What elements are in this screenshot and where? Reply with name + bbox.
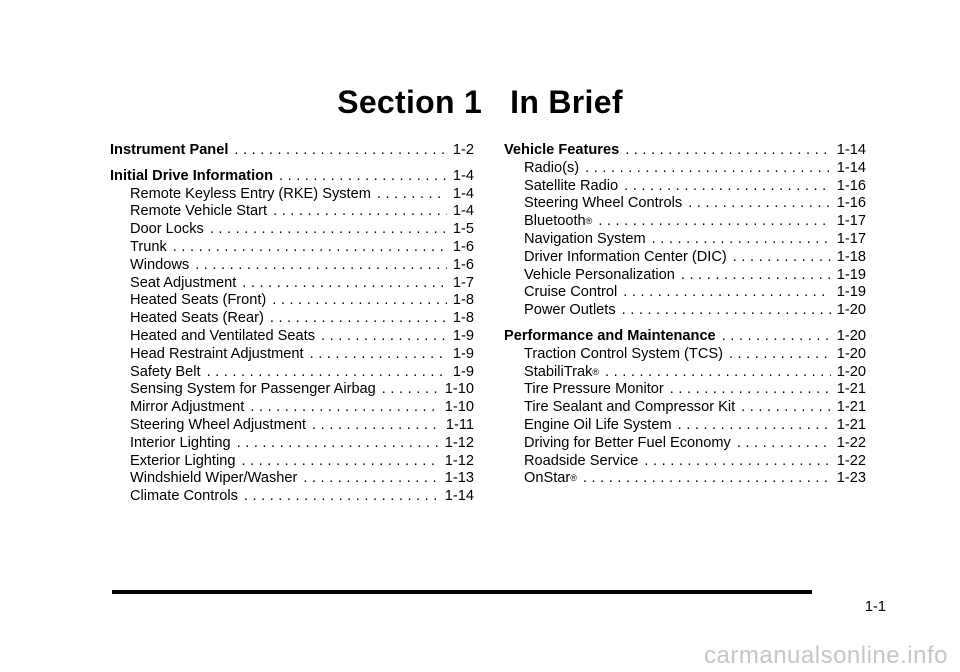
toc-entry[interactable] xyxy=(110,186,474,204)
toc-entry-label: Door Locks xyxy=(130,221,204,238)
dot-leader xyxy=(733,249,831,267)
toc-entry-label: Initial Drive Information xyxy=(110,167,273,184)
toc-entry[interactable] xyxy=(504,453,866,471)
toc-entry[interactable] xyxy=(110,435,474,453)
page-number: 1-1 xyxy=(864,599,886,615)
toc-entry[interactable] xyxy=(504,231,866,249)
dot-leader xyxy=(303,470,438,488)
toc-page-number: 1-4 xyxy=(452,203,474,220)
toc-entry[interactable] xyxy=(504,195,866,213)
dot-leader xyxy=(272,292,447,310)
toc-page-number: 1-22 xyxy=(836,434,866,451)
toc-entry[interactable] xyxy=(110,221,474,239)
toc-entry[interactable] xyxy=(504,381,866,399)
dot-leader xyxy=(741,399,831,417)
toc-entry[interactable] xyxy=(110,239,474,257)
dot-leader xyxy=(722,328,831,346)
dot-leader xyxy=(737,435,831,453)
dot-leader xyxy=(207,364,447,382)
toc-page-number: 1-17 xyxy=(836,213,866,230)
toc-entry-label: StabiliTrak xyxy=(524,363,593,380)
section-number: Section 1 xyxy=(337,84,483,120)
page-title xyxy=(0,84,960,121)
toc-entry[interactable] xyxy=(110,453,474,471)
toc-entry-label: Safety Belt xyxy=(130,363,201,380)
dot-leader xyxy=(234,142,447,160)
dot-leader xyxy=(321,328,447,346)
dot-leader xyxy=(583,470,831,488)
dot-leader xyxy=(377,186,447,204)
toc-entry[interactable] xyxy=(110,381,474,399)
toc-section-entry[interactable] xyxy=(110,142,474,160)
toc-entry[interactable] xyxy=(504,435,866,453)
toc-entry[interactable] xyxy=(504,302,866,320)
toc-entry[interactable] xyxy=(110,488,474,506)
dot-leader xyxy=(598,213,830,231)
toc-page-number: 1-4 xyxy=(452,185,474,202)
dot-leader xyxy=(241,453,438,471)
toc-entry-label: Remote Vehicle Start xyxy=(130,203,268,220)
toc-entry-label: Heated Seats (Front) xyxy=(130,292,267,309)
toc-entry-label: Roadside Service xyxy=(524,452,639,469)
toc-entry[interactable] xyxy=(504,160,866,178)
toc-page-number: 1-16 xyxy=(836,195,866,212)
toc-entry-label: Steering Wheel Controls xyxy=(524,195,683,212)
toc-page-number: 1-23 xyxy=(836,470,866,487)
toc-entry-label: Seat Adjustment xyxy=(130,274,237,291)
dot-leader xyxy=(237,435,439,453)
toc-entry[interactable]: StabiliTrak ® . . . 1-20 xyxy=(504,364,866,382)
toc-entry[interactable] xyxy=(110,275,474,293)
toc-entry[interactable] xyxy=(110,364,474,382)
toc-entry-label: Traction Control System (TCS) xyxy=(524,345,723,362)
toc-page-number: 1-18 xyxy=(836,248,866,265)
dot-leader xyxy=(623,284,831,302)
toc-entry[interactable] xyxy=(110,292,474,310)
toc-entry-label: Exterior Lighting xyxy=(130,452,236,469)
toc-page-number: 1-10 xyxy=(444,399,474,416)
section-title: In Brief xyxy=(510,84,623,120)
toc-page-number: 1-20 xyxy=(836,327,866,344)
footer-rule xyxy=(112,590,812,594)
toc-entry-label: Windshield Wiper/Washer xyxy=(130,470,298,487)
dot-leader xyxy=(382,381,439,399)
toc-entry-label: Vehicle Features xyxy=(504,142,620,158)
toc-page-number: 1-20 xyxy=(836,363,866,380)
toc-page-number: 1-13 xyxy=(444,470,474,487)
toc-entry[interactable] xyxy=(110,310,474,328)
toc-page-number: 1-16 xyxy=(836,177,866,194)
toc-entry[interactable] xyxy=(504,284,866,302)
toc-section-entry[interactable] xyxy=(504,328,866,346)
toc-entry-label: Mirror Adjustment xyxy=(130,399,245,416)
toc-entry-label: Remote Keyless Entry (RKE) System xyxy=(130,185,371,202)
dot-leader xyxy=(195,257,447,275)
dot-leader xyxy=(625,142,831,160)
toc-page-number: 1-14 xyxy=(836,142,866,158)
toc-entry-label: Power Outlets xyxy=(524,302,616,319)
toc-entry[interactable] xyxy=(110,257,474,275)
toc-entry-label: Interior Lighting xyxy=(130,434,231,451)
toc-entry-label: Satellite Radio xyxy=(524,177,619,194)
toc-entry[interactable] xyxy=(504,399,866,417)
toc-entry[interactable] xyxy=(110,399,474,417)
dot-leader xyxy=(605,364,831,382)
toc-page-number: 1-4 xyxy=(452,167,474,184)
dot-leader xyxy=(670,381,831,399)
toc-entry-label: Cruise Control xyxy=(524,284,618,301)
toc-entry-label: OnStar xyxy=(524,470,571,487)
dot-leader xyxy=(310,346,447,364)
toc-entry-label: Engine Oil Life System xyxy=(524,416,672,433)
toc-page-number: 1-9 xyxy=(452,345,474,362)
toc-entry-label: Performance and Maintenance xyxy=(504,327,716,344)
toc-entry-label: Driving for Better Fuel Economy xyxy=(524,434,731,451)
toc-entry[interactable] xyxy=(110,346,474,364)
toc-entry-label: Heated Seats (Rear) xyxy=(130,310,264,327)
toc-page-number: 1-21 xyxy=(836,416,866,433)
dot-leader xyxy=(585,160,831,178)
toc-entry-label: Climate Controls xyxy=(130,488,238,505)
toc-entry-label: Vehicle Personalization xyxy=(524,266,675,283)
toc-page-number: 1-17 xyxy=(836,230,866,247)
dot-leader xyxy=(622,302,831,320)
dot-leader xyxy=(624,178,831,196)
toc-entry[interactable] xyxy=(110,203,474,221)
toc-page-number: 1-22 xyxy=(836,452,866,469)
toc-entry[interactable] xyxy=(110,417,474,435)
toc-entry[interactable] xyxy=(504,267,866,285)
toc-page-number: 1-10 xyxy=(444,381,474,398)
dot-leader xyxy=(312,417,440,435)
toc-entry-label: Instrument Panel xyxy=(110,142,229,158)
toc-page-number: 1-9 xyxy=(452,327,474,344)
dot-leader xyxy=(729,346,831,364)
toc-page-number: 1-20 xyxy=(836,302,866,319)
toc-page-number: 1-6 xyxy=(452,238,474,255)
toc-page-number: 1-5 xyxy=(452,221,474,238)
toc-entry-label: Sensing System for Passenger Airbag xyxy=(130,381,376,398)
toc-entry[interactable] xyxy=(110,328,474,346)
toc-entry-label: Tire Pressure Monitor xyxy=(524,381,664,398)
dot-leader xyxy=(688,195,831,213)
toc-left-column xyxy=(110,142,474,506)
toc-entry[interactable] xyxy=(110,470,474,488)
toc-page-number: 1-12 xyxy=(444,452,474,469)
toc-entry[interactable]: Bluetooth ® . . . 1-17 xyxy=(504,213,866,231)
toc-entry[interactable] xyxy=(504,178,866,196)
dot-leader xyxy=(273,203,447,221)
toc-entry[interactable] xyxy=(504,417,866,435)
toc-page-number: 1-11 xyxy=(445,416,474,433)
toc-section-entry[interactable] xyxy=(504,142,866,160)
dot-leader xyxy=(678,417,831,435)
dot-leader xyxy=(250,399,438,417)
toc-page-number: 1-19 xyxy=(836,266,866,283)
toc-page-number: 1-14 xyxy=(444,488,474,505)
toc-entry[interactable]: OnStar ® . . . 1-23 xyxy=(504,470,866,488)
dot-leader xyxy=(644,453,830,471)
toc-page-number: 1-7 xyxy=(452,274,474,291)
toc-page-number: 1-20 xyxy=(836,345,866,362)
toc-entry-label: Navigation System xyxy=(524,230,646,247)
dot-leader xyxy=(279,168,447,186)
dot-leader xyxy=(210,221,447,239)
dot-leader xyxy=(242,275,447,293)
dot-leader xyxy=(270,310,447,328)
toc-page-number: 1-8 xyxy=(452,292,474,309)
toc-entry[interactable] xyxy=(504,346,866,364)
toc-page-number: 1-21 xyxy=(836,399,866,416)
toc-page-number: 1-8 xyxy=(452,310,474,327)
toc-entry-label: Windows xyxy=(130,256,190,273)
toc-page-number: 1-14 xyxy=(836,159,866,176)
toc-page-number: 1-21 xyxy=(836,381,866,398)
toc-page-number: 1-6 xyxy=(452,256,474,273)
toc-entry-label: Steering Wheel Adjustment xyxy=(130,416,307,433)
toc-page-number: 1-2 xyxy=(452,142,474,158)
toc-entry-label: Heated and Ventilated Seats xyxy=(130,327,315,344)
toc-entry-label: Bluetooth xyxy=(524,213,586,230)
toc-entry-label: Trunk xyxy=(130,238,167,255)
toc-page-number: 1-9 xyxy=(452,363,474,380)
dot-leader xyxy=(652,231,831,249)
toc-section-entry[interactable] xyxy=(110,168,474,186)
toc-entry-label: Head Restraint Adjustment xyxy=(130,345,304,362)
toc-page-number: 1-12 xyxy=(444,434,474,451)
dot-leader xyxy=(173,239,447,257)
dot-leader xyxy=(244,488,439,506)
dot-leader xyxy=(681,267,831,285)
toc-page-number: 1-19 xyxy=(836,284,866,301)
toc-entry-label: Tire Sealant and Compressor Kit xyxy=(524,399,736,416)
watermark: carmanualsonline.info xyxy=(704,642,948,669)
toc-right-column xyxy=(504,142,866,488)
toc-entry-label: Driver Information Center (DIC) xyxy=(524,248,727,265)
toc-entry-label: Radio(s) xyxy=(524,159,580,176)
toc-entry[interactable] xyxy=(504,249,866,267)
